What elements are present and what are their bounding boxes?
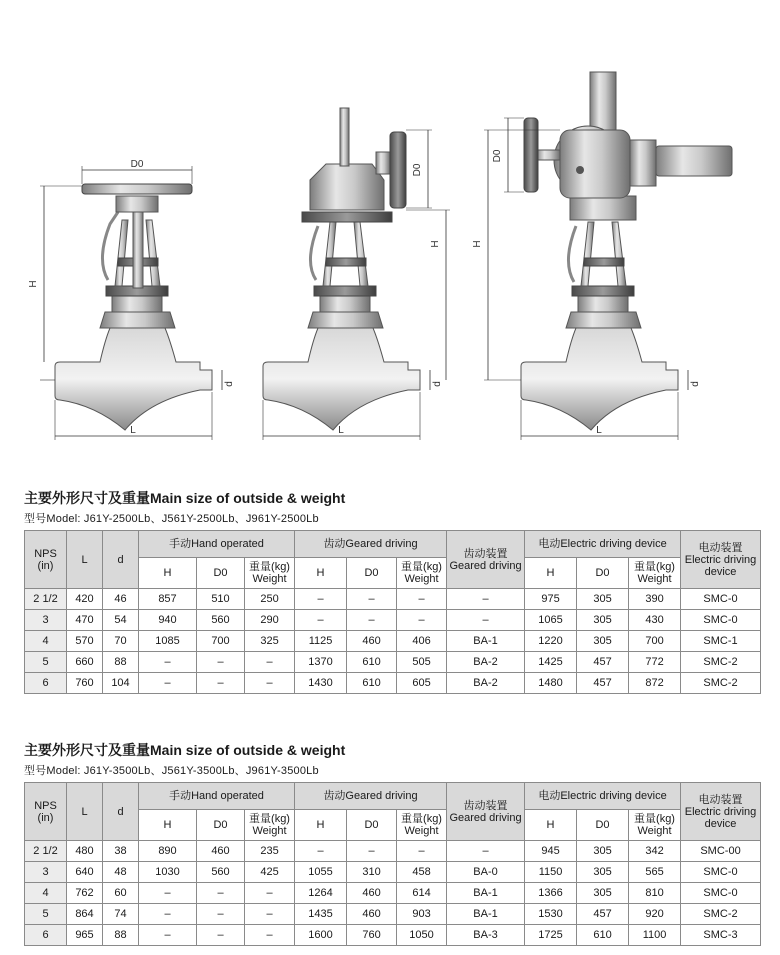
col-l: L (67, 783, 103, 841)
table-body (25, 841, 761, 946)
table-cell: 425 (245, 862, 295, 883)
table-cell: 903 (397, 904, 447, 925)
group-geared-driving: 齿动Geared driving (295, 783, 447, 810)
table-row (25, 862, 761, 883)
group-electric-driving: 电动Electric driving device (525, 531, 681, 558)
col-nps: NPS (in) (25, 531, 67, 589)
manual-d0-label: D0 (130, 159, 144, 170)
table-row (25, 610, 761, 631)
table-row (25, 883, 761, 904)
table-cell: 920 (629, 904, 681, 925)
table-cell: 430 (629, 610, 681, 631)
table-cell: 305 (577, 841, 629, 862)
table-cell: 660 (67, 652, 103, 673)
table-cell: 48 (103, 862, 139, 883)
table-cell: 945 (525, 841, 577, 862)
table-cell: 772 (629, 652, 681, 673)
col-weight: 重量(kg) Weight (397, 558, 447, 589)
table-row (25, 589, 761, 610)
col-d: d (103, 783, 139, 841)
table-cell: – (197, 883, 245, 904)
col-h: H (525, 558, 577, 589)
table-cell: 760 (67, 673, 103, 694)
manual-valve-drawing (28, 159, 235, 440)
electric-d0-label: D0 (492, 149, 503, 163)
table-cell: 305 (577, 631, 629, 652)
col-d0: D0 (197, 810, 245, 841)
table-cell: 458 (397, 862, 447, 883)
col-h: H (295, 810, 347, 841)
table-cell: – (347, 589, 397, 610)
group-electric-driving: 电动Electric driving device (525, 783, 681, 810)
table-cell: 3 (25, 610, 67, 631)
table-cell: 74 (103, 904, 139, 925)
table-cell: – (295, 841, 347, 862)
col-l: L (67, 531, 103, 589)
table-cell: – (347, 841, 397, 862)
table-row (25, 673, 761, 694)
table-cell: 46 (103, 589, 139, 610)
section-model: 型号Model: J61Y-2500Lb、J561Y-2500Lb、J961Y-2500Lb (24, 513, 319, 525)
table-cell: 890 (139, 841, 197, 862)
table-cell: 460 (197, 841, 245, 862)
col-d0: D0 (577, 810, 629, 841)
table-cell: – (397, 841, 447, 862)
table-cell: 1050 (397, 925, 447, 946)
table-cell: 305 (577, 589, 629, 610)
table-cell: 6 (25, 925, 67, 946)
col-electric-device: 电动装置 Electric driving device (681, 783, 761, 841)
table-cell: 614 (397, 883, 447, 904)
table-cell: 5 (25, 652, 67, 673)
table-cell: 2 1/2 (25, 589, 67, 610)
table-cell: 872 (629, 673, 681, 694)
table-cell: 1085 (139, 631, 197, 652)
table-cell: 560 (197, 862, 245, 883)
col-weight: 重量(kg) Weight (245, 810, 295, 841)
table-cell: SMC-00 (681, 841, 761, 862)
table-cell: SMC-2 (681, 652, 761, 673)
table-cell: 1435 (295, 904, 347, 925)
col-d: d (103, 531, 139, 589)
table-cell: 235 (245, 841, 295, 862)
manual-h-label: H (28, 280, 39, 288)
table-cell: 1725 (525, 925, 577, 946)
col-weight: 重量(kg) Weight (397, 810, 447, 841)
table-cell: 1366 (525, 883, 577, 904)
table-cell: 864 (67, 904, 103, 925)
table-cell: 1220 (525, 631, 577, 652)
spec-table-3500lb (24, 782, 761, 946)
table-cell: 700 (629, 631, 681, 652)
table-cell: 1264 (295, 883, 347, 904)
group-hand-operated: 手动Hand operated (139, 783, 295, 810)
table-cell: 420 (67, 589, 103, 610)
table-cell: 38 (103, 841, 139, 862)
table-cell: 1125 (295, 631, 347, 652)
table-cell: BA-0 (447, 862, 525, 883)
table-cell: 342 (629, 841, 681, 862)
table-cell: 457 (577, 652, 629, 673)
table-cell: – (139, 904, 197, 925)
electric-d-label: d (690, 381, 701, 387)
table-cell: – (197, 652, 245, 673)
table-cell: 310 (347, 862, 397, 883)
table-cell: 460 (347, 631, 397, 652)
table-cell: 460 (347, 883, 397, 904)
col-geared-device: 齿动装置 Geared driving (447, 531, 525, 589)
table-cell: 975 (525, 589, 577, 610)
col-geared-device: 齿动装置 Geared driving (447, 783, 525, 841)
table-cell: 1425 (525, 652, 577, 673)
table-row (25, 925, 761, 946)
table-row (25, 652, 761, 673)
electric-valve-drawing (472, 72, 732, 440)
manual-l-label: L (130, 425, 136, 436)
table-cell: 406 (397, 631, 447, 652)
table-cell: 560 (197, 610, 245, 631)
table-cell: – (245, 904, 295, 925)
table-cell: 3 (25, 862, 67, 883)
table-cell: – (447, 610, 525, 631)
table-cell: 700 (197, 631, 245, 652)
table-cell: – (139, 883, 197, 904)
table-cell: – (139, 652, 197, 673)
table-cell: 1530 (525, 904, 577, 925)
table-cell: 457 (577, 904, 629, 925)
table-cell: 640 (67, 862, 103, 883)
table-cell: – (139, 925, 197, 946)
table-cell: 610 (577, 925, 629, 946)
spec-table-2500lb (24, 530, 761, 694)
table-cell: BA-1 (447, 631, 525, 652)
table-cell: 305 (577, 883, 629, 904)
group-geared-driving: 齿动Geared driving (295, 531, 447, 558)
table-row (25, 841, 761, 862)
table-row (25, 631, 761, 652)
table-cell: SMC-0 (681, 610, 761, 631)
table-body (25, 589, 761, 694)
table-cell: 565 (629, 862, 681, 883)
table-cell: 104 (103, 673, 139, 694)
table-cell: 88 (103, 652, 139, 673)
col-weight: 重量(kg) Weight (245, 558, 295, 589)
table-cell: – (295, 610, 347, 631)
col-h: H (139, 558, 197, 589)
table-cell: 325 (245, 631, 295, 652)
table-cell: – (447, 589, 525, 610)
table-cell: 810 (629, 883, 681, 904)
geared-d-label: d (432, 381, 443, 387)
table-cell: – (139, 673, 197, 694)
table-cell: 760 (347, 925, 397, 946)
table-cell: 250 (245, 589, 295, 610)
table-cell: – (245, 925, 295, 946)
col-weight: 重量(kg) Weight (629, 558, 681, 589)
table-cell: SMC-0 (681, 862, 761, 883)
table-cell: 470 (67, 610, 103, 631)
table-cell: 610 (347, 652, 397, 673)
col-electric-device: 电动装置 Electric driving device (681, 531, 761, 589)
section-model: 型号Model: J61Y-3500Lb、J561Y-3500Lb、J961Y-3500Lb (24, 765, 319, 777)
col-d0: D0 (347, 558, 397, 589)
table-cell: 570 (67, 631, 103, 652)
col-nps: NPS (in) (25, 783, 67, 841)
table-cell: BA-1 (447, 904, 525, 925)
table-cell: SMC-0 (681, 589, 761, 610)
col-h: H (295, 558, 347, 589)
col-d0: D0 (577, 558, 629, 589)
table-cell: 1100 (629, 925, 681, 946)
table-cell: BA-2 (447, 652, 525, 673)
table-cell: 60 (103, 883, 139, 904)
table-cell: – (245, 652, 295, 673)
table-row (25, 904, 761, 925)
table-cell: 1600 (295, 925, 347, 946)
table-cell: SMC-3 (681, 925, 761, 946)
table-cell: 510 (197, 589, 245, 610)
table-cell: 88 (103, 925, 139, 946)
table-cell: 762 (67, 883, 103, 904)
table-cell: 6 (25, 673, 67, 694)
table-cell: 70 (103, 631, 139, 652)
table-cell: SMC-2 (681, 904, 761, 925)
table-cell: 505 (397, 652, 447, 673)
table-cell: – (397, 610, 447, 631)
table-cell: BA-2 (447, 673, 525, 694)
table-cell: 857 (139, 589, 197, 610)
geared-h-label: H (430, 240, 441, 248)
table-cell: SMC-0 (681, 883, 761, 904)
table-cell: 1030 (139, 862, 197, 883)
geared-l-label: L (338, 425, 344, 436)
table-cell: – (295, 589, 347, 610)
table-cell: 390 (629, 589, 681, 610)
manual-d-label: d (224, 381, 235, 387)
table-cell: 1480 (525, 673, 577, 694)
geared-d0-label: D0 (412, 163, 423, 177)
table-cell: SMC-1 (681, 631, 761, 652)
table-cell: 4 (25, 883, 67, 904)
col-h: H (525, 810, 577, 841)
group-hand-operated: 手动Hand operated (139, 531, 295, 558)
table-cell: 610 (347, 673, 397, 694)
table-cell: 290 (245, 610, 295, 631)
section-title: 主要外形尺寸及重量Main size of outside & weight (24, 490, 346, 506)
table-cell: 54 (103, 610, 139, 631)
section-title: 主要外形尺寸及重量Main size of outside & weight (24, 742, 346, 758)
table-cell: 4 (25, 631, 67, 652)
table-cell: 1150 (525, 862, 577, 883)
table-cell: 480 (67, 841, 103, 862)
col-d0: D0 (347, 810, 397, 841)
table-cell: 1065 (525, 610, 577, 631)
table-cell: BA-3 (447, 925, 525, 946)
geared-valve-drawing (263, 108, 450, 440)
table-cell: – (197, 673, 245, 694)
electric-l-label: L (596, 425, 602, 436)
table-cell: 1430 (295, 673, 347, 694)
col-d0: D0 (197, 558, 245, 589)
table-cell: SMC-2 (681, 673, 761, 694)
col-h: H (139, 810, 197, 841)
table-cell: 2 1/2 (25, 841, 67, 862)
col-weight: 重量(kg) Weight (629, 810, 681, 841)
table-cell: – (347, 610, 397, 631)
table-cell: 1370 (295, 652, 347, 673)
table-cell: 460 (347, 904, 397, 925)
electric-h-label: H (472, 240, 483, 248)
valve-drawings (0, 0, 780, 455)
table-cell: – (447, 841, 525, 862)
table-cell: – (245, 673, 295, 694)
table-cell: 457 (577, 673, 629, 694)
table-cell: 605 (397, 673, 447, 694)
table-cell: – (197, 925, 245, 946)
table-cell: 1055 (295, 862, 347, 883)
table-cell: – (397, 589, 447, 610)
table-cell: – (197, 904, 245, 925)
table-cell: – (245, 883, 295, 904)
table-cell: 5 (25, 904, 67, 925)
table-cell: BA-1 (447, 883, 525, 904)
table-cell: 940 (139, 610, 197, 631)
table-cell: 965 (67, 925, 103, 946)
table-cell: 305 (577, 862, 629, 883)
table-cell: 305 (577, 610, 629, 631)
